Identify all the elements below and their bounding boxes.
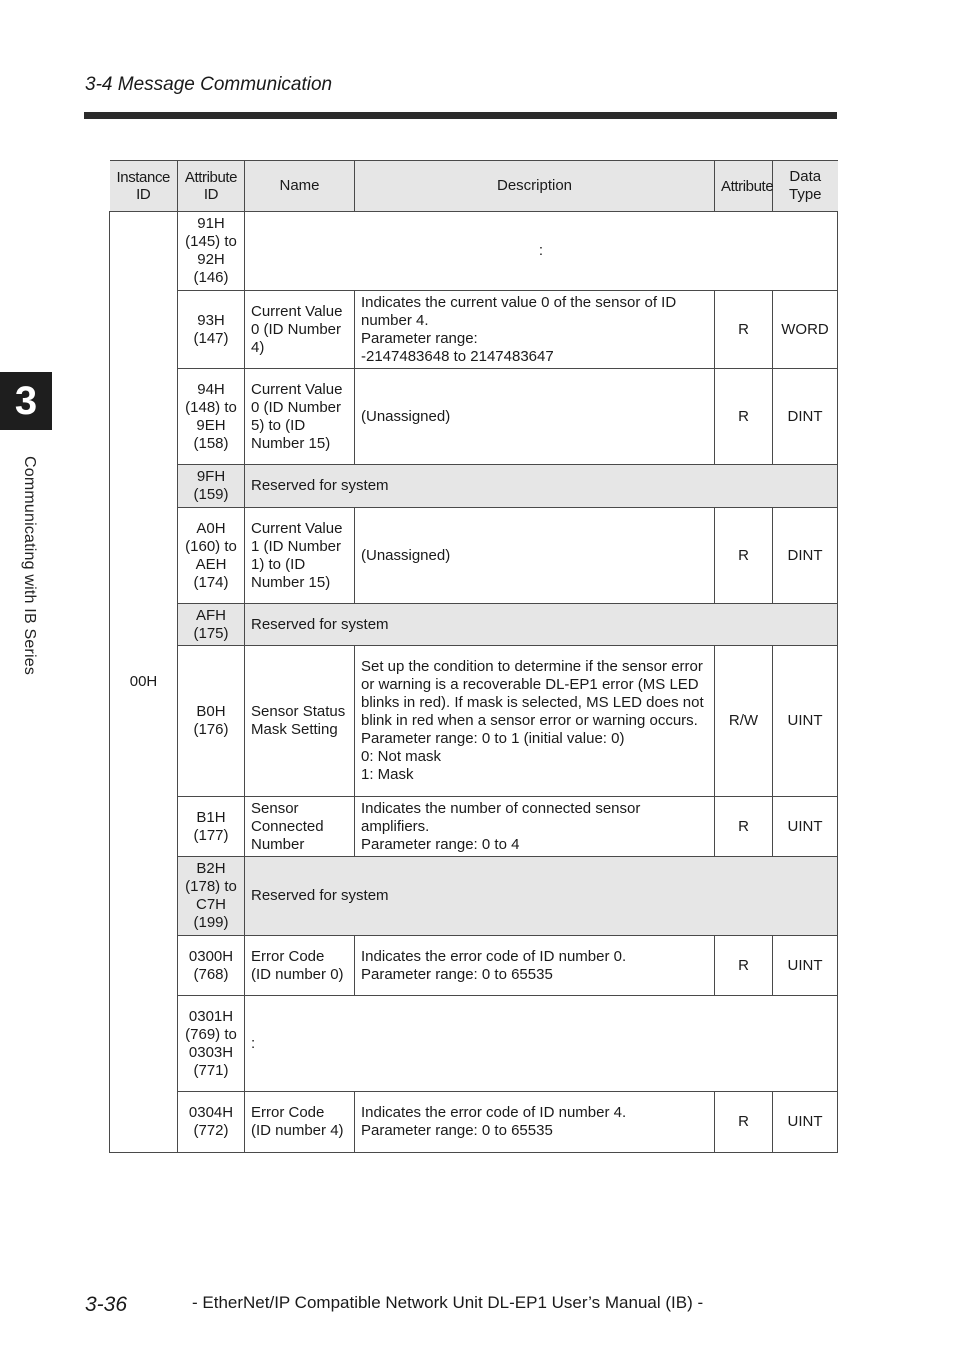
table-row — [110, 291, 838, 369]
attribute-id-cell: 0301H (769) to 0303H (771) — [178, 996, 245, 1092]
attribute-cell: R — [715, 1092, 773, 1153]
name-cell: Current Value 1 (ID Number 1) to (ID Number 15) — [245, 508, 355, 604]
attribute-id-cell: AFH (175) — [178, 604, 245, 646]
table-row — [110, 604, 838, 646]
attribute-id-cell: A0H (160) to AEH (174) — [178, 508, 245, 604]
chapter-tab: 3 — [0, 372, 52, 430]
data-type-cell: WORD — [773, 291, 838, 369]
header-rule — [84, 112, 837, 119]
continuation-cell: : — [245, 212, 838, 291]
description-cell: Set up the condition to determine if the sensor error or warning is a recoverable DL-EP1 error (MS LED blinks in red). If mask is selected, MS LED does not blink in red when a sensor error or warning occurs. Parameter range: 0 to 1 (initial value: 0) 0: Not mask 1: Mask — [355, 646, 715, 797]
data-type-cell: DINT — [773, 369, 838, 465]
reserved-cell: Reserved for system — [245, 857, 838, 936]
table-row — [110, 212, 838, 291]
continuation-cell: : — [245, 996, 838, 1092]
instance-id-cell: 00H — [110, 212, 178, 1153]
col-header-attribute-id: Attribute ID — [178, 161, 245, 212]
description-cell: (Unassigned) — [355, 508, 715, 604]
description-cell: Indicates the number of connected sensor amplifiers. Parameter range: 0 to 4 — [355, 797, 715, 857]
table-row — [110, 465, 838, 508]
name-cell: Error Code (ID number 0) — [245, 936, 355, 996]
attribute-id-cell: 0300H (768) — [178, 936, 245, 996]
attribute-id-cell: 91H (145) to 92H (146) — [178, 212, 245, 291]
data-type-cell: UINT — [773, 797, 838, 857]
name-cell: Current Value 0 (ID Number 5) to (ID Number 15) — [245, 369, 355, 465]
attribute-id-cell: 94H (148) to 9EH (158) — [178, 369, 245, 465]
attribute-cell: R — [715, 936, 773, 996]
name-cell: Current Value 0 (ID Number 4) — [245, 291, 355, 369]
table-header-row — [110, 161, 838, 212]
attribute-id-cell: 0304H (772) — [178, 1092, 245, 1153]
name-cell: Error Code (ID number 4) — [245, 1092, 355, 1153]
data-type-cell: UINT — [773, 646, 838, 797]
attribute-id-cell: 93H (147) — [178, 291, 245, 369]
table-row — [110, 936, 838, 996]
description-cell: Indicates the current value 0 of the sensor of ID number 4. Parameter range: -2147483648 to 2147483647 — [355, 291, 715, 369]
table-row — [110, 1092, 838, 1153]
description-cell: Indicates the error code of ID number 0. Parameter range: 0 to 65535 — [355, 936, 715, 996]
chapter-side-label: Communicating with IB Series — [21, 456, 38, 676]
col-header-description: Description — [355, 161, 715, 212]
attribute-id-cell: 9FH (159) — [178, 465, 245, 508]
table-row — [110, 369, 838, 465]
col-header-attribute: Attribute — [715, 161, 773, 212]
name-cell: Sensor Status Mask Setting — [245, 646, 355, 797]
reserved-cell: Reserved for system — [245, 604, 838, 646]
attribute-id-cell: B2H (178) to C7H (199) — [178, 857, 245, 936]
attribute-cell: R/W — [715, 646, 773, 797]
attribute-cell: R — [715, 797, 773, 857]
table-row — [110, 797, 838, 857]
description-cell: Indicates the error code of ID number 4. Parameter range: 0 to 65535 — [355, 1092, 715, 1153]
attribute-cell: R — [715, 508, 773, 604]
attribute-id-cell: B0H (176) — [178, 646, 245, 797]
data-type-cell: DINT — [773, 508, 838, 604]
page-number: 3-36 — [85, 1293, 128, 1316]
attribute-cell: R — [715, 291, 773, 369]
data-type-cell: UINT — [773, 936, 838, 996]
manual-title: - EtherNet/IP Compatible Network Unit DL-EP1 User’s Manual (IB) - — [192, 1293, 704, 1312]
table-row — [110, 508, 838, 604]
data-type-cell: UINT — [773, 1092, 838, 1153]
table-row — [110, 996, 838, 1092]
table-row — [110, 857, 838, 936]
name-cell: Sensor Connected Number — [245, 797, 355, 857]
reserved-cell: Reserved for system — [245, 465, 838, 508]
col-header-instance-id: Instance ID — [110, 161, 178, 212]
col-header-name: Name — [245, 161, 355, 212]
section-title: 3-4 Message Communication — [85, 74, 333, 95]
attribute-table — [109, 160, 838, 1153]
col-header-data-type: Data Type — [773, 161, 838, 212]
table-row — [110, 646, 838, 797]
attribute-cell: R — [715, 369, 773, 465]
attribute-id-cell: B1H (177) — [178, 797, 245, 857]
description-cell: (Unassigned) — [355, 369, 715, 465]
